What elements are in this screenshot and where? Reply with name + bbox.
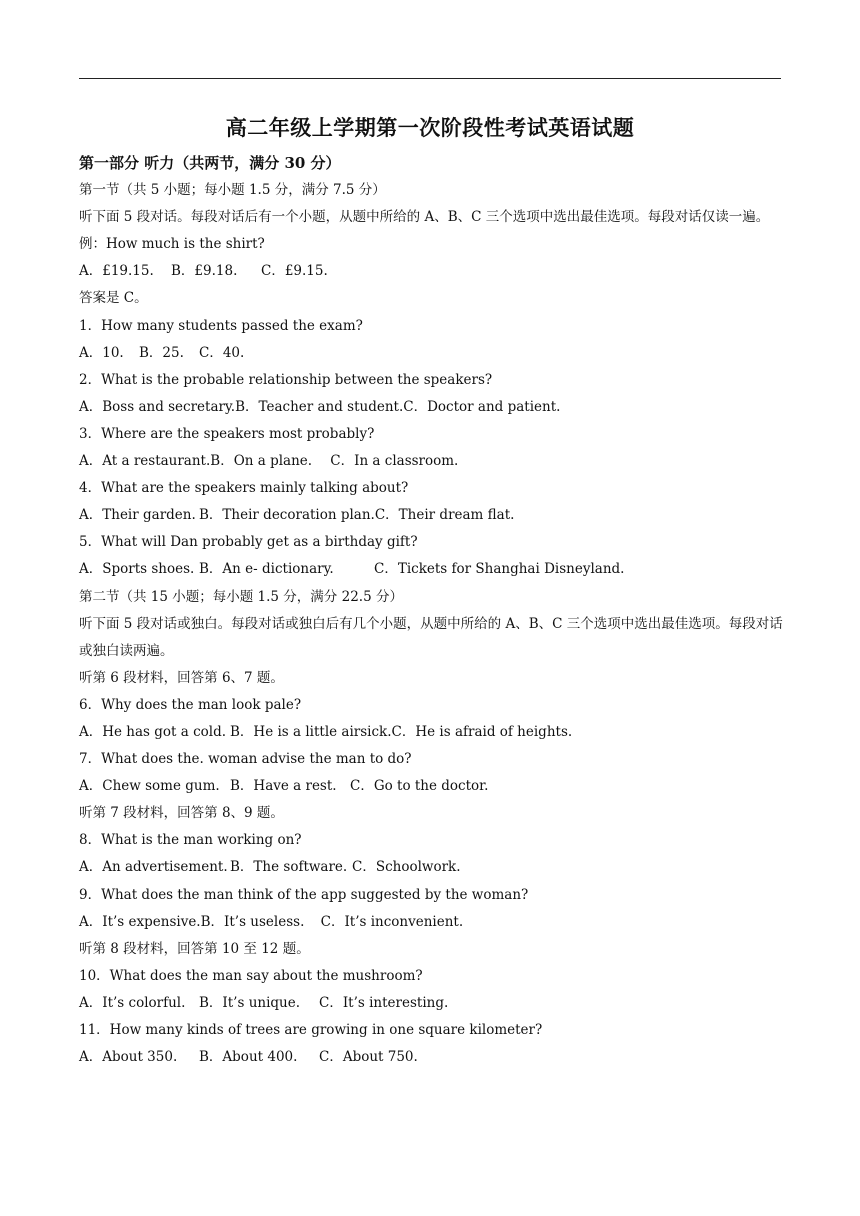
page-title: 高二年级上学期第一次阶段性考试英语试题 — [225, 115, 635, 140]
option-a: A．Sports shoes. — [79, 561, 195, 578]
answer-options — [79, 448, 789, 475]
option-c: C．He is afraid of heights. — [391, 723, 573, 740]
instruction-text: 例：How much is the shirt? — [79, 236, 265, 253]
top-rule — [79, 78, 781, 79]
question-text: 9．What does the man think of the app suggested by the woman? — [79, 886, 529, 903]
question-text: 3．Where are the speakers most probably? — [79, 425, 375, 442]
instruction-text: 听下面 5 段对话。每段对话后有一个小题，从题中所给的 A、B、C 三个选项中选出最佳选项。每段对话仅读一遍。 — [79, 209, 770, 226]
option-b: B．25. — [139, 344, 184, 361]
question-text: 8．What is the man working on? — [79, 832, 302, 849]
option-a: A．About 350. — [79, 1049, 178, 1066]
option-a: A．Boss and secretary. — [79, 398, 236, 415]
option-c: C．40. — [199, 344, 245, 361]
option-c: C．Schoolwork. — [352, 859, 461, 876]
option-b: B．Their decoration plan. — [199, 507, 375, 524]
answer-options — [79, 340, 789, 367]
option-c: C．About 750. — [319, 1049, 418, 1066]
option-b: B．The software. — [230, 859, 348, 876]
option-b: B．It’s unique. — [199, 994, 301, 1011]
option-a: A．10. — [79, 344, 124, 361]
option-b: B．Teacher and student. — [235, 398, 404, 415]
answer-options — [79, 394, 789, 421]
instruction-text: 听下面 5 段对话或独白。每段对话或独白后有几个小题，从题中所给的 A、B、C 三个选项中选出最佳选项。每段对话或独白读两遍。 — [79, 615, 783, 659]
option-b: B．An e- dictionary. — [199, 561, 334, 578]
option-a: A．He has got a cold. — [79, 723, 227, 740]
instruction-text: 答案是 C。 — [79, 290, 148, 307]
answer-options — [79, 258, 789, 285]
option-b: B．He is a little airsick. — [230, 723, 392, 740]
option-b: B．Have a rest. — [230, 778, 337, 795]
question-text: 11．How many kinds of trees are growing in one square kilometer? — [79, 1022, 543, 1038]
option-a: A．It’s colorful. — [79, 994, 186, 1011]
option-c: C．It’s interesting. — [319, 994, 449, 1011]
option-c: C．£9.15. — [261, 263, 328, 280]
option-b: B．On a plane. — [210, 453, 313, 470]
answer-options — [79, 502, 789, 529]
answer-options — [79, 719, 789, 746]
question-text: 6．Why does the man look pale? — [79, 696, 302, 713]
option-c: C．Tickets for Shanghai Disneyland. — [374, 561, 625, 578]
option-c: C．In a classroom. — [330, 453, 459, 470]
option-a: A．Chew some gum. — [79, 778, 220, 795]
question-text: 7．What does the. woman advise the man to do? — [79, 751, 412, 768]
question-text: 5．What will Dan probably get as a birthday gift? — [79, 534, 418, 551]
instruction-text: 听第 6 段材料，回答第 6、7 题。 — [79, 669, 284, 686]
option-a: A．At a restaurant. — [79, 453, 211, 470]
question-text: 1．How many students passed the exam? — [79, 317, 363, 334]
question-text: 2．What is the probable relationship between the speakers? — [79, 371, 493, 388]
option-c: C．Go to the doctor. — [350, 778, 489, 795]
answer-options — [79, 990, 789, 1017]
option-a: A．An advertisement. — [79, 859, 228, 876]
option-b: B．£9.18. — [171, 263, 238, 280]
instruction-text: 第二节（共 15 小题；每小题 1.5 分，满分 22.5 分） — [79, 588, 403, 605]
option-c: C．It’s inconvenient. — [320, 913, 464, 930]
option-b: B．It’s useless. — [200, 913, 305, 930]
question-text: 10．What does the man say about the mushroom? — [79, 967, 423, 984]
section-heading: 第一部分 听力（共两节，满分 30 分） — [79, 154, 341, 172]
question-text: 4．What are the speakers mainly talking about? — [79, 480, 409, 497]
option-c: C．Their dream flat. — [374, 507, 515, 524]
answer-options — [79, 854, 789, 881]
instruction-text: 听第 7 段材料，回答第 8、9 题。 — [79, 805, 284, 822]
instruction-text: 听第 8 段材料，回答第 10 至 12 题。 — [79, 940, 310, 957]
answer-options — [79, 556, 789, 583]
option-b: B．About 400. — [199, 1049, 298, 1066]
document-body — [79, 150, 789, 1071]
answer-options — [79, 773, 789, 800]
instruction-text: 第一节（共 5 小题；每小题 1.5 分，满分 7.5 分） — [79, 182, 386, 199]
option-a: A．It’s expensive. — [79, 913, 201, 930]
option-a: A．£19.15. — [79, 263, 154, 280]
option-a: A．Their garden. — [79, 507, 196, 524]
answer-options — [79, 909, 789, 936]
answer-options — [79, 1044, 789, 1071]
option-c: C．Doctor and patient. — [403, 398, 561, 415]
